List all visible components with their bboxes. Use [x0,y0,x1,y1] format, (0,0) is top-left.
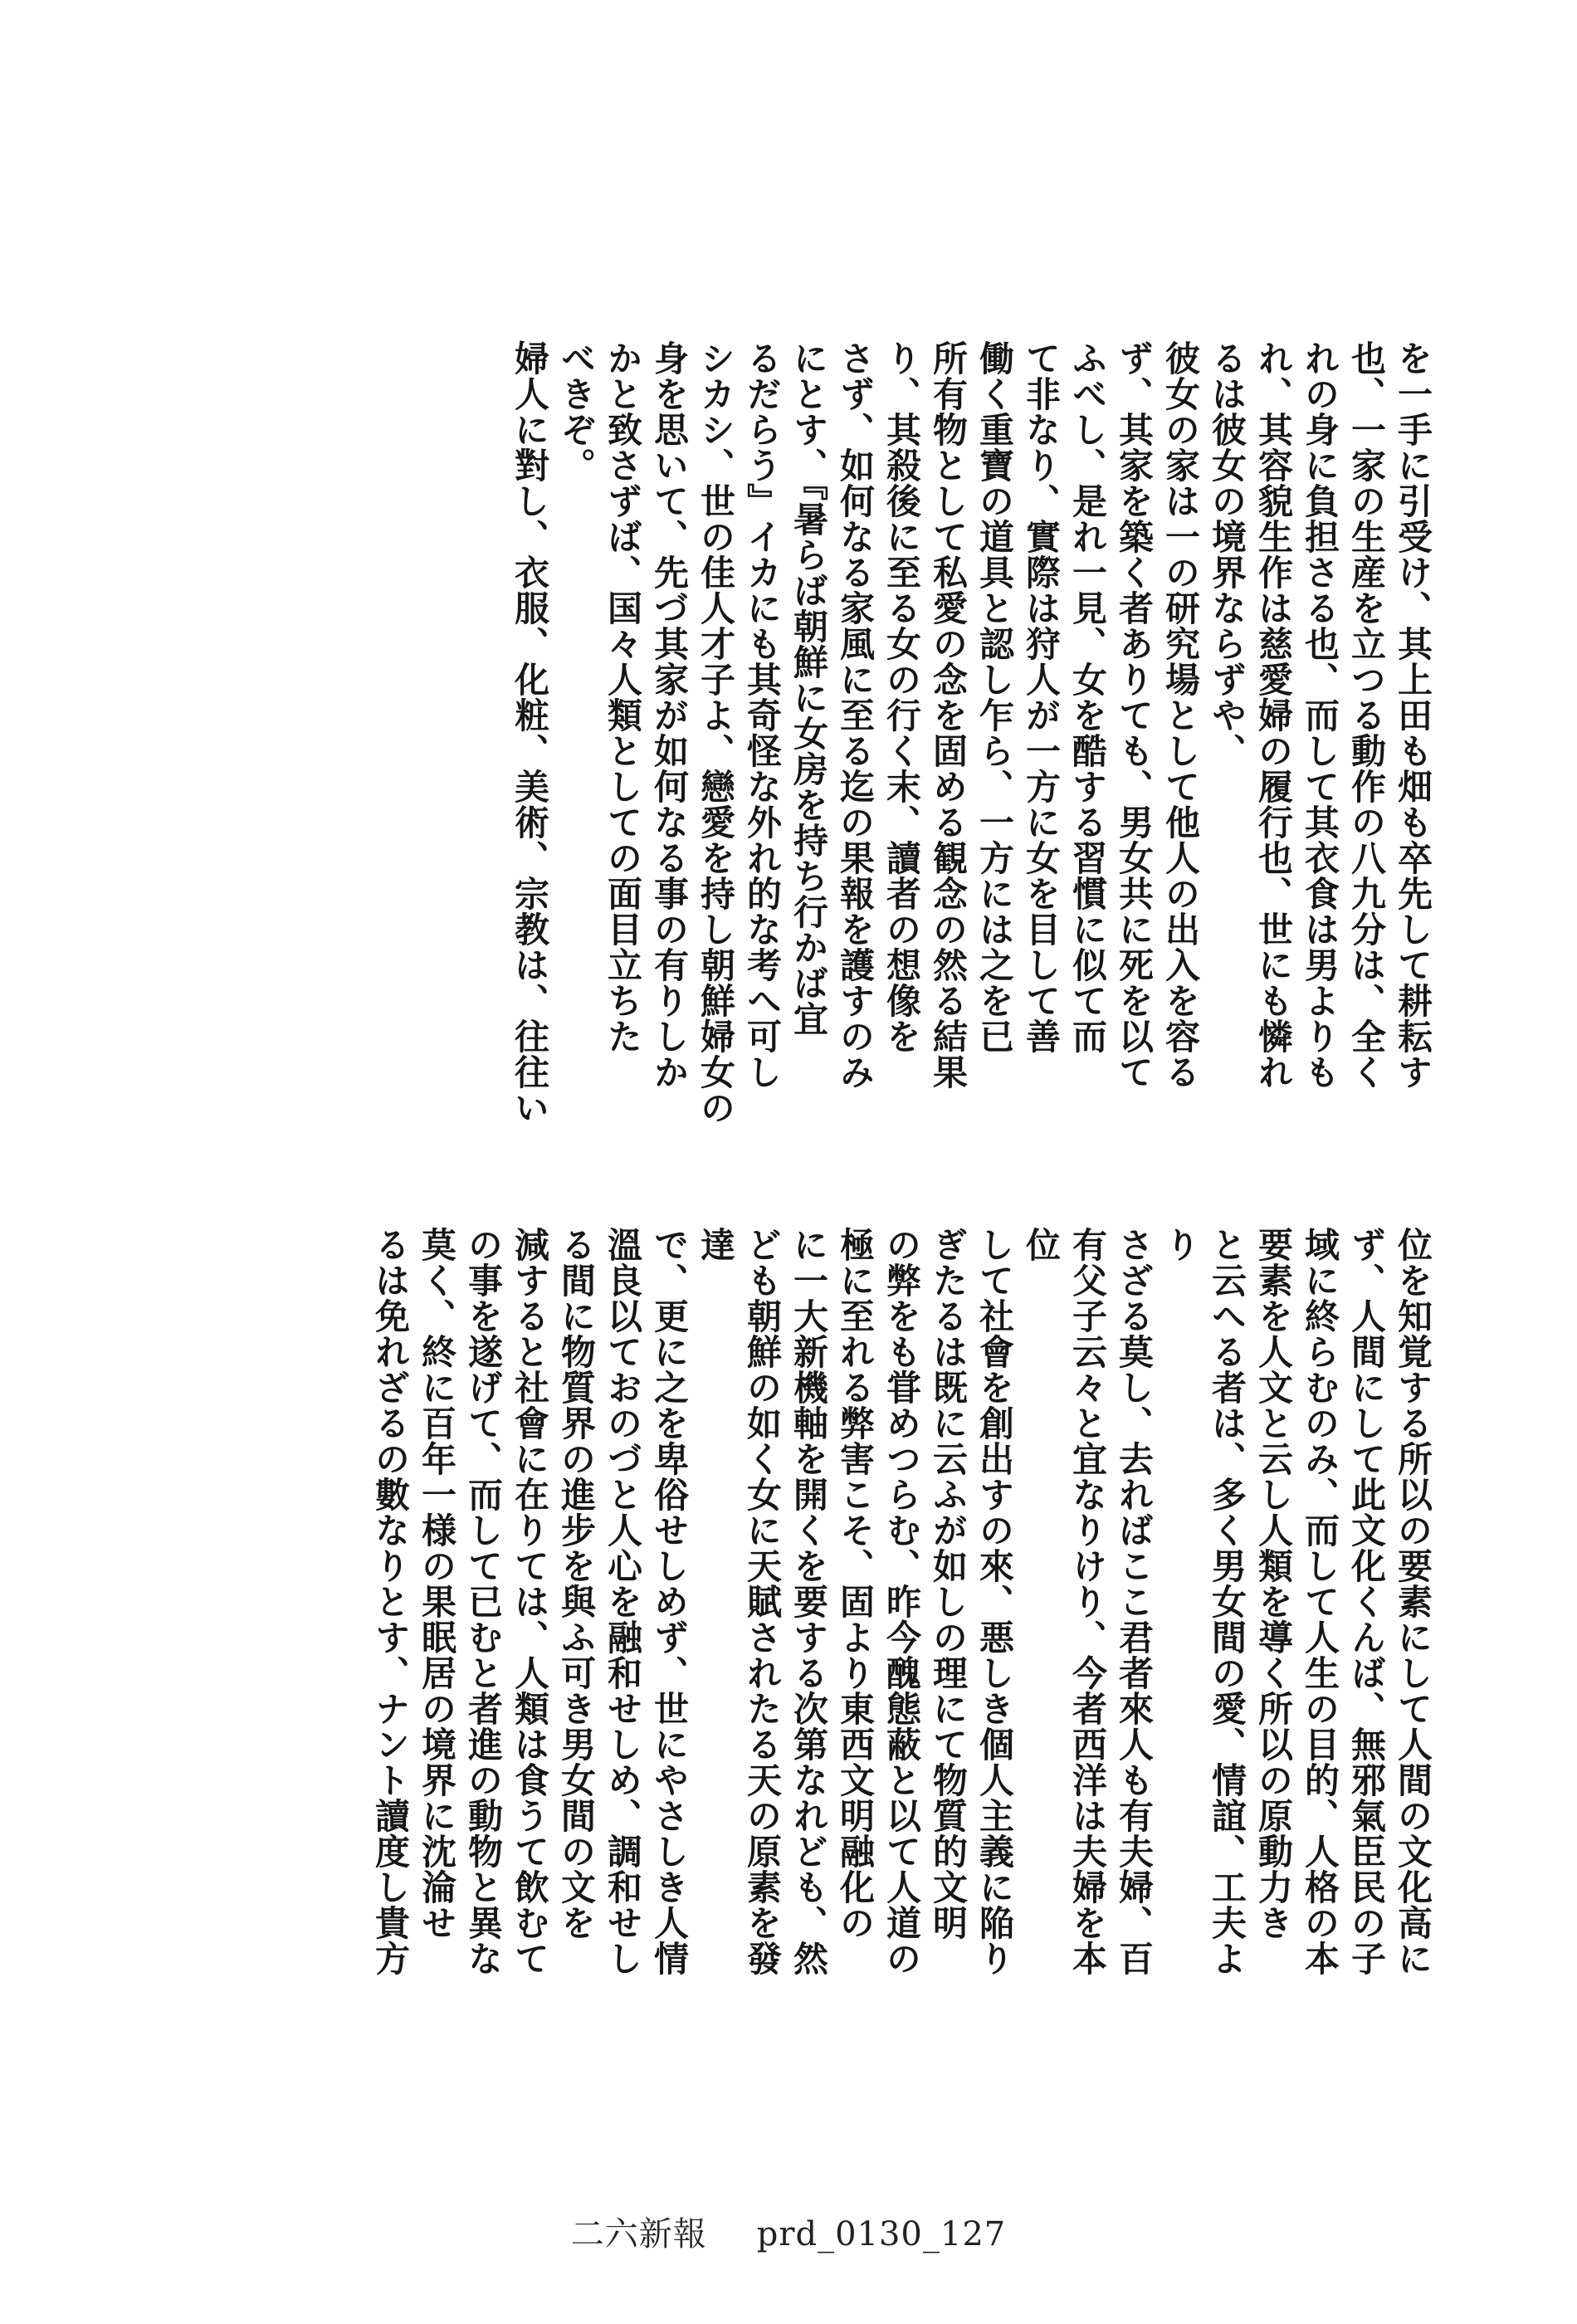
article-text-upper: を一手に引受け、其上田も畑も卒先して耕耘す 也、一家の生産を立つる動作の八九分は、全く れの身に負担さる也、而して其衣食は男よりも れ、其容貌生作は慈愛婦の履行也、世にも憐れ るは彼女の境界ならずや、 彼女の家は一の研究場として他人の出入を容る ず、其家を築く者ありても、男女共に死を以て ふべし、是れ一見、女を酷する習慣に似て而 て非なり、實際は狩人が一方に女を目して善 働く重寶の道具と認し乍ら、一方には之を已 所有物として私愛の念を固める観念の然る結果 り、其殺後に至る女の行く末、讀者の想像を さず、如何なる家風に至る迄の果報を護すのみ にとす、『暑らば朝鮮に女房を持ち行かば宜 るだらう』イカにも其奇怪な外れ的な考へ可し シカシ、世の佳人才子よ、戀愛を持し朝鮮婦女の 身を思いて、先づ其家が如何なる事の有りしか かと致さずば、国々人類としての面目立ちた べきぞ。 婦人に對し、衣服、化粧、美術、宗教は、往往い [510,340,1433,1125]
article-text-lower: 位を知覚する所以の要素にして人間の文化高に ず、人間にして此文化くんば、無邪氣臣民の子 域に終らむのみ、而して人生の目的、人格の本 要素を人文と云し人類を導く所以の原動力き と云へる者は、多く男女間の愛、情誼、工夫より さざる莫し、去ればここ君者來人も有夫婦、百 有父子云々と宜なりけり、今者西洋は夫婦を本位 して社會を創出すの來、悪しき個人主義に陥り ぎたるは既に云ふが如しの理にて物質的文明 の弊をも甞めつらむ、昨今醜態蔽と以て人道の 極に至れる弊害こそ、固より東西文明融化の に一大新機軸を開くを要する次第なれども、然 ども朝鮮の如く女に天賦されたる天の原素を發達 で、更に之を卑俗せしめず、世にやさしき人情 溫良以ておのづと人心を融和せしめ、調和せし る間に物質界の進步を與ふ可き男女間の文を 減すると社會に在りては、人類は食うて飲むて の事を遂げて、而して已むと者進の動物と異な 莫く、終に百年一様の果眠居の境界に沈淪せ るは免れざるの數なりとす、ナント讀度し貴方 [370,1227,1433,1976]
page-caption [0,2208,1577,2255]
page-identifier: prd_0130_127 [756,2215,1007,2253]
publication-name: 二六新報 [570,2215,707,2253]
